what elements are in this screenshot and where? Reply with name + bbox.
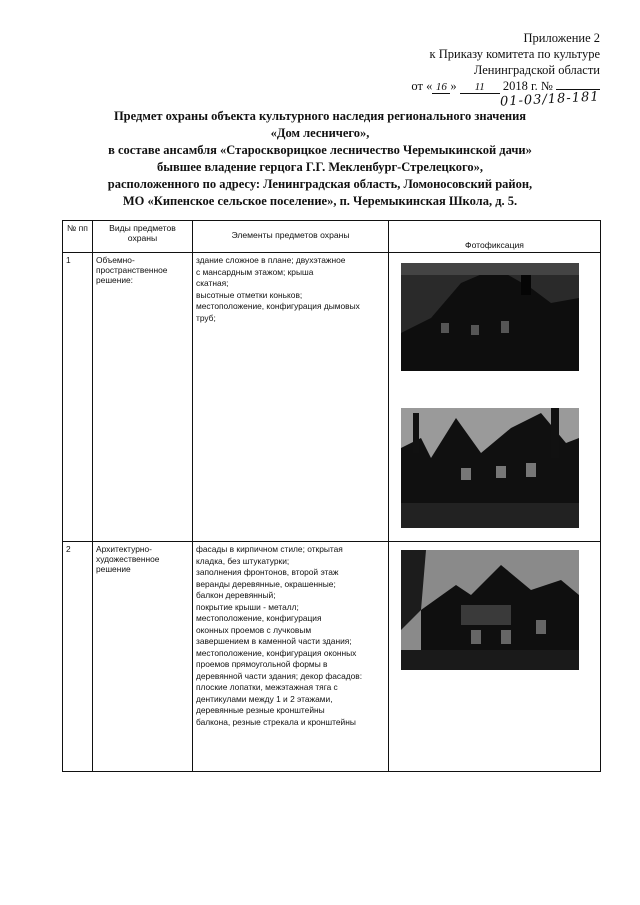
row-2-element-line: балкон деревянный; bbox=[196, 590, 276, 600]
header-photo: Фотофиксация bbox=[389, 221, 601, 253]
row-1-photos bbox=[389, 253, 601, 542]
row-1-elements bbox=[193, 253, 389, 542]
row-1-element-line: высотные отметки коньков; bbox=[196, 289, 303, 300]
date-prefix: от « bbox=[411, 79, 433, 93]
title-line-6: МО «Кипенское сельское поселение», п. Черемыкинская Школа, д. 5. bbox=[122, 194, 518, 208]
row-1-kind: Объемно-пространственное решение: bbox=[93, 253, 193, 542]
row-2-element-line: дентикулами между 1 и 2 этажами, bbox=[196, 693, 333, 704]
house-photo-1 bbox=[401, 263, 579, 371]
table-header-row bbox=[63, 221, 601, 253]
order-day: 16 bbox=[432, 81, 450, 94]
row-2-element-line: фасады в кирпичном стиле; открытая bbox=[196, 544, 343, 554]
row-1-num: 1 bbox=[63, 253, 93, 542]
row-2-element-line: веранды деревянные, окрашенные; bbox=[196, 578, 336, 589]
table-row bbox=[63, 253, 601, 542]
row-2-element-line: кладка, без штукатурки; bbox=[196, 555, 290, 566]
row-2-element-line: местоположение, конфигурация оконных bbox=[196, 647, 357, 658]
row-2-num: 2 bbox=[63, 542, 93, 772]
row-2-element-line: завершением в каменной части здания; bbox=[196, 636, 352, 646]
house-photo-3 bbox=[401, 550, 579, 670]
date-mid: » bbox=[450, 79, 457, 93]
row-2-element-line: местоположение, конфигурация bbox=[196, 613, 322, 623]
header-elements: Элементы предметов охраны bbox=[193, 221, 389, 253]
row-2-element-line: деревянной части здания; декор фасадов: bbox=[196, 670, 363, 681]
row-1-element-line: здание сложное в плане; двухэтажное bbox=[196, 255, 346, 265]
row-1-element-line: труб; bbox=[196, 312, 216, 323]
handwritten-order-number: 01-03/18-181 bbox=[500, 89, 601, 110]
title-line-4: бывшее владение герцога Г.Г. Мекленбург-Стрелецкого», bbox=[157, 160, 483, 174]
order-year: 2018 г. № bbox=[502, 79, 553, 93]
row-1-element-line: скатная; bbox=[196, 278, 229, 288]
row-2-element-line: оконных проемов с лучковым bbox=[196, 624, 312, 635]
row-1-element-line: местоположение, конфигурация дымовых bbox=[196, 301, 360, 311]
row-2-element-line: плоские лопатки, межэтажная тяга с bbox=[196, 682, 338, 692]
table-row bbox=[63, 542, 601, 772]
appendix-line-1: Приложение 2 bbox=[523, 31, 600, 45]
row-2-photos bbox=[389, 542, 601, 772]
row-2-element-line: деревянные резные кронштейны bbox=[196, 705, 325, 715]
appendix-block bbox=[411, 30, 600, 94]
title-line-2: «Дом лесничего», bbox=[270, 126, 370, 140]
row-2-element-line: заполнения фронтонов, второй этаж bbox=[196, 567, 339, 577]
header-num: № пп bbox=[63, 221, 93, 253]
document-title bbox=[40, 108, 600, 210]
appendix-line-3: Ленинградской области bbox=[473, 63, 600, 77]
protection-table bbox=[62, 220, 601, 772]
appendix-line-2: к Приказу комитета по культуре bbox=[429, 47, 600, 61]
title-line-1: Предмет охраны объекта культурного наследия регионального значения bbox=[113, 109, 527, 123]
order-month: 11 bbox=[460, 81, 500, 94]
title-line-5: расположенного по адресу: Ленинградская область, Ломоносовский район, bbox=[107, 177, 533, 191]
row-1-element-line: с мансардным этажом; крыша bbox=[196, 266, 314, 277]
row-2-kind: Архитектурно-художественное решение bbox=[93, 542, 193, 772]
house-photo-2 bbox=[401, 408, 579, 528]
row-2-elements bbox=[193, 542, 389, 772]
title-line-3: в составе ансамбля «Староскворицкое лесничество Черемыкинской дачи» bbox=[108, 143, 532, 157]
row-2-element-line: покрытие крыши - металл; bbox=[196, 601, 299, 612]
header-kind: Виды предметов охраны bbox=[93, 221, 193, 253]
row-2-element-line: проемов прямоугольной формы в bbox=[196, 659, 328, 669]
row-2-element-line: балкона, резные стрекала и кронштейны bbox=[196, 716, 356, 727]
